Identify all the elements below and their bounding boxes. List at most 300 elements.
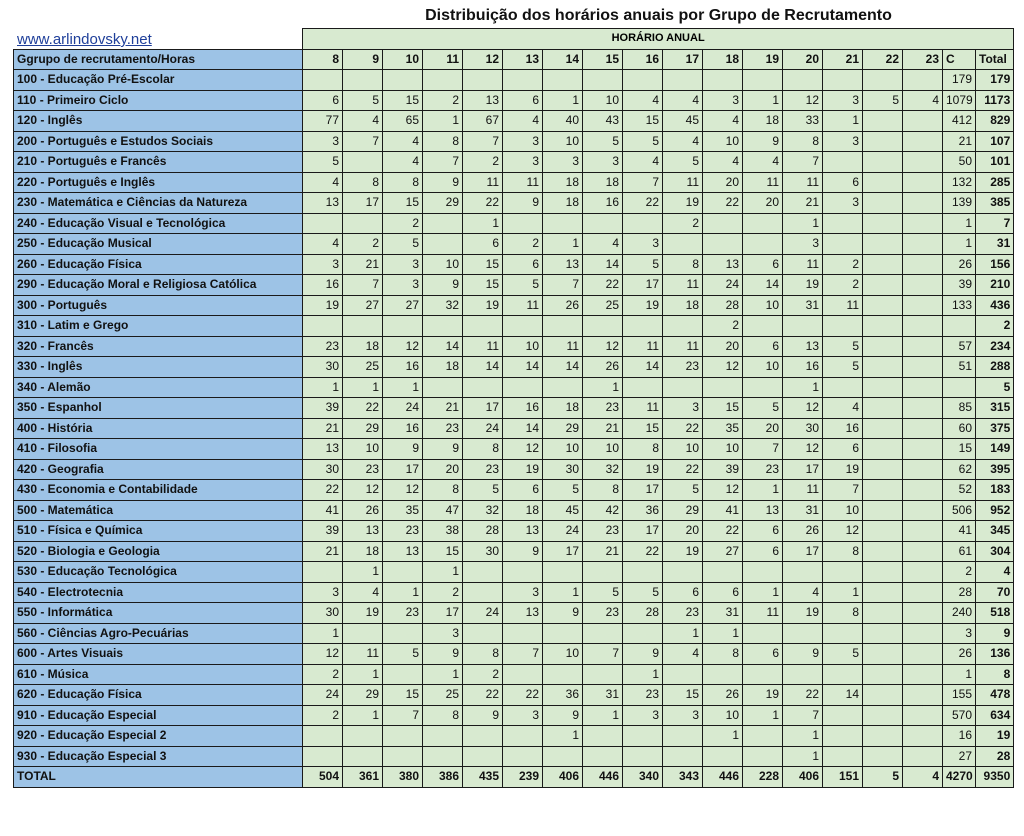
row-label: 910 - Educação Especial [14,705,303,726]
header-spacer [14,29,303,50]
row-label: 930 - Educação Especial 3 [14,746,303,767]
table-cell: 16 [503,398,543,419]
table-cell: 9 [543,603,583,624]
table-row [14,357,1014,378]
table-cell: 12 [383,336,423,357]
row-total-cell: 31 [976,234,1014,255]
total-cell: 406 [543,767,583,788]
row-label: 560 - Ciências Agro-Pecuárias [14,623,303,644]
table-cell: 19 [783,603,823,624]
table-cell: 24 [463,603,503,624]
row-label: 200 - Português e Estudos Sociais [14,131,303,152]
table-cell [463,623,503,644]
table-cell: 11 [743,172,783,193]
table-cell: 17 [623,480,663,501]
table-cell [863,398,903,419]
table-cell: 12 [703,357,743,378]
table-cell [543,623,583,644]
table-cell: 1 [303,623,343,644]
table-cell: 5 [823,644,863,665]
table-cell: 10 [743,357,783,378]
row-label: 250 - Educação Musical [14,234,303,255]
table-cell: 1 [783,377,823,398]
table-cell: 7 [503,644,543,665]
table-cell: 10 [543,131,583,152]
table-cell [783,562,823,583]
table-cell: 6 [663,582,703,603]
table-cell [543,746,583,767]
table-cell: 10 [703,131,743,152]
table-cell [423,726,463,747]
table-cell [823,623,863,644]
table-row [14,685,1014,706]
table-cell: 7 [343,131,383,152]
table-cell: 23 [583,521,623,542]
table-cell: 45 [543,500,583,521]
table-cell [943,377,976,398]
table-cell: 4 [503,111,543,132]
table-cell: 12 [783,439,823,460]
table-cell [463,316,503,337]
table-cell [903,644,943,665]
table-cell: 22 [663,459,703,480]
table-cell [303,726,343,747]
table-cell: 8 [623,439,663,460]
table-cell: 4 [303,234,343,255]
table-cell: 4 [703,111,743,132]
table-cell: 7 [823,480,863,501]
total-cell: 228 [743,767,783,788]
table-cell [863,316,903,337]
table-cell: 1 [543,726,583,747]
table-cell [703,664,743,685]
table-cell: 28 [943,582,976,603]
table-cell: 1 [783,213,823,234]
table-cell: 21 [783,193,823,214]
row-label: 610 - Música [14,664,303,685]
table-cell: 2 [303,705,343,726]
table-cell: 17 [383,459,423,480]
table-cell: 26 [703,685,743,706]
total-cell: 406 [783,767,823,788]
table-cell [863,254,903,275]
table-row [14,377,1014,398]
table-cell: 30 [303,357,343,378]
table-cell: 32 [463,500,503,521]
table-cell: 1 [823,582,863,603]
table-cell [903,685,943,706]
table-cell [903,439,943,460]
row-label: 310 - Latim e Grego [14,316,303,337]
table-cell: 5 [743,398,783,419]
table-cell: 16 [943,726,976,747]
table-cell: 14 [423,336,463,357]
column-header-15: 15 [583,49,623,70]
table-cell [863,521,903,542]
page-title: Distribuição dos horários anuais por Grupo de Recrutamento [425,7,892,24]
row-total-cell: 518 [976,603,1014,624]
row-label: 100 - Educação Pré-Escolar [14,70,303,91]
table-cell [623,70,663,91]
table-cell [503,213,543,234]
table-cell: 27 [943,746,976,767]
table-cell: 3 [503,582,543,603]
table-cell: 41 [303,500,343,521]
row-total-cell: 5 [976,377,1014,398]
table-cell [903,70,943,91]
row-label: 230 - Matemática e Ciências da Natureza [14,193,303,214]
table-cell [863,213,903,234]
table-cell: 10 [503,336,543,357]
table-cell: 17 [783,541,823,562]
table-cell [623,316,663,337]
table-cell [463,562,503,583]
table-cell: 31 [583,685,623,706]
table-cell [903,603,943,624]
table-cell: 39 [943,275,976,296]
table-cell [903,131,943,152]
table-cell [903,623,943,644]
table-cell: 17 [623,275,663,296]
table-cell: 4 [383,131,423,152]
table-cell: 13 [303,439,343,460]
table-cell [503,70,543,91]
table-cell: 2 [703,316,743,337]
row-label: 210 - Português e Francês [14,152,303,173]
table-cell: 2 [463,152,503,173]
table-cell: 20 [663,521,703,542]
table-cell: 5 [583,582,623,603]
table-row [14,295,1014,316]
row-total-cell: 136 [976,644,1014,665]
table-cell: 14 [743,275,783,296]
table-cell: 15 [423,541,463,562]
row-label: 240 - Educação Visual e Tecnológica [14,213,303,234]
table-cell [863,664,903,685]
table-cell: 412 [943,111,976,132]
table-cell: 57 [943,336,976,357]
table-cell: 21 [583,418,623,439]
table-cell: 5 [383,234,423,255]
table-cell: 3 [303,131,343,152]
table-cell [903,541,943,562]
table-cell [503,746,543,767]
table-cell [343,70,383,91]
table-cell: 12 [783,90,823,111]
table-cell [583,213,623,234]
table-cell: 23 [743,459,783,480]
table-cell: 18 [543,172,583,193]
total-cell: 5 [863,767,903,788]
table-cell [863,111,903,132]
table-cell [863,726,903,747]
table-cell [863,234,903,255]
group-header: HORÁRIO ANUAL [303,29,1014,50]
table-cell: 2 [383,213,423,234]
table-cell: 23 [623,685,663,706]
table-cell: 2 [423,90,463,111]
table-cell [463,746,503,767]
table-cell: 26 [943,254,976,275]
table-cell [463,726,503,747]
table-cell [863,70,903,91]
table-cell: 1 [783,746,823,767]
table-cell: 45 [663,111,703,132]
row-label: 400 - História [14,418,303,439]
table-row [14,726,1014,747]
table-cell [743,746,783,767]
table-cell [863,541,903,562]
table-cell [663,562,703,583]
table-cell: 1 [343,562,383,583]
column-header-17: 17 [663,49,703,70]
table-row [14,541,1014,562]
table-cell [503,316,543,337]
table-cell: 23 [303,336,343,357]
table-cell: 11 [783,172,823,193]
table-cell: 7 [783,705,823,726]
table-cell: 18 [743,111,783,132]
row-label: 110 - Primeiro Ciclo [14,90,303,111]
table-cell: 8 [423,480,463,501]
table-cell: 1 [943,234,976,255]
table-cell [863,705,903,726]
table-cell: 23 [663,603,703,624]
table-cell [783,664,823,685]
table-cell [503,377,543,398]
table-row [14,193,1014,214]
table-cell: 21 [343,254,383,275]
table-cell: 8 [703,644,743,665]
total-cell: 343 [663,767,703,788]
table-cell [903,172,943,193]
table-cell: 11 [743,603,783,624]
table-cell: 19 [663,541,703,562]
table-row [14,746,1014,767]
table-cell: 62 [943,459,976,480]
row-label: 920 - Educação Especial 2 [14,726,303,747]
table-cell [783,70,823,91]
table-cell: 29 [423,193,463,214]
table-cell: 14 [503,357,543,378]
table-cell: 15 [623,418,663,439]
table-cell [623,746,663,767]
table-cell [863,172,903,193]
table-cell: 24 [463,418,503,439]
table-cell [343,316,383,337]
table-cell [743,664,783,685]
table-cell: 4 [623,90,663,111]
table-cell: 52 [943,480,976,501]
table-cell: 18 [503,500,543,521]
table-cell [623,726,663,747]
table-cell [583,316,623,337]
table-cell [823,705,863,726]
table-cell: 9 [503,193,543,214]
table-cell: 14 [543,357,583,378]
table-cell: 29 [343,418,383,439]
table-cell [743,726,783,747]
table-cell: 5 [623,582,663,603]
table-cell [903,254,943,275]
table-cell: 6 [703,582,743,603]
row-total-cell: 101 [976,152,1014,173]
table-cell [783,316,823,337]
table-cell: 10 [743,295,783,316]
table-cell: 18 [343,541,383,562]
table-cell [423,377,463,398]
row-total-cell: 28 [976,746,1014,767]
table-cell: 11 [663,172,703,193]
website-link[interactable]: www.arlindovsky.net [17,31,152,48]
table-cell: 18 [543,398,583,419]
table-cell: 60 [943,418,976,439]
table-cell [343,746,383,767]
table-cell [823,213,863,234]
table-cell [863,377,903,398]
table-cell [903,398,943,419]
table-cell: 3 [383,254,423,275]
row-label: 290 - Educação Moral e Religiosa Católica [14,275,303,296]
table-cell: 6 [743,644,783,665]
table-cell: 12 [503,439,543,460]
table-cell: 8 [783,131,823,152]
table-cell [383,664,423,685]
table-cell [903,316,943,337]
table-cell [903,459,943,480]
table-cell: 3 [503,131,543,152]
table-cell: 18 [543,193,583,214]
table-cell: 13 [303,193,343,214]
table-cell: 31 [783,295,823,316]
table-cell: 33 [783,111,823,132]
table-cell: 29 [343,685,383,706]
table-cell: 22 [583,275,623,296]
table-cell [583,70,623,91]
table-cell: 23 [383,603,423,624]
table-cell [583,562,623,583]
table-cell [383,316,423,337]
column-header-13: 13 [503,49,543,70]
table-cell: 5 [663,480,703,501]
table-cell: 22 [783,685,823,706]
table-cell: 18 [343,336,383,357]
table-cell: 19 [343,603,383,624]
row-total-cell: 288 [976,357,1014,378]
table-cell: 6 [743,541,783,562]
row-label: 430 - Economia e Contabilidade [14,480,303,501]
table-cell: 1 [343,664,383,685]
table-cell: 30 [303,459,343,480]
table-cell: 3 [303,254,343,275]
table-cell: 3 [663,705,703,726]
column-header-total: Total [976,49,1014,70]
table-cell: 21 [943,131,976,152]
table-cell: 5 [823,336,863,357]
table-cell: 9 [623,644,663,665]
table-cell [743,70,783,91]
table-cell: 27 [383,295,423,316]
table-cell: 2 [423,582,463,603]
table-cell: 8 [463,439,503,460]
row-total-cell: 436 [976,295,1014,316]
table-cell: 5 [503,275,543,296]
table-cell [623,377,663,398]
table-cell [343,213,383,234]
table-cell: 19 [623,295,663,316]
table-cell [383,562,423,583]
table-cell: 3 [663,398,703,419]
table-cell: 9 [423,172,463,193]
table-cell: 22 [303,480,343,501]
table-cell: 4 [703,152,743,173]
table-cell: 1 [743,582,783,603]
column-header-c: C [943,49,976,70]
row-total-cell: 395 [976,459,1014,480]
table-cell: 25 [343,357,383,378]
table-cell: 41 [943,521,976,542]
table-cell: 1 [783,726,823,747]
table-cell [903,521,943,542]
table-cell: 10 [583,439,623,460]
table-cell: 506 [943,500,976,521]
table-cell: 5 [583,131,623,152]
row-label: 510 - Física e Química [14,521,303,542]
row-total-cell: 149 [976,439,1014,460]
total-cell: 504 [303,767,343,788]
table-cell: 3 [503,705,543,726]
table-cell: 23 [583,398,623,419]
table-cell: 19 [463,295,503,316]
table-cell [543,377,583,398]
table-cell: 16 [383,357,423,378]
table-cell: 17 [423,603,463,624]
row-total-cell: 7 [976,213,1014,234]
table-cell [623,562,663,583]
row-label: 520 - Biologia e Geologia [14,541,303,562]
table-cell: 5 [663,152,703,173]
table-cell [903,193,943,214]
table-cell: 43 [583,111,623,132]
table-cell [903,111,943,132]
table-cell [823,70,863,91]
row-total-cell: 304 [976,541,1014,562]
table-cell [903,234,943,255]
total-cell: 435 [463,767,503,788]
table-cell: 1 [423,562,463,583]
table-cell: 155 [943,685,976,706]
table-cell: 22 [703,521,743,542]
table-cell: 1 [543,90,583,111]
table-cell: 10 [583,90,623,111]
distribution-table [13,28,1014,788]
table-cell [863,357,903,378]
table-cell: 28 [623,603,663,624]
column-header-19: 19 [743,49,783,70]
table-cell: 77 [303,111,343,132]
table-cell [543,70,583,91]
table-cell: 4 [583,234,623,255]
table-row [14,70,1014,91]
table-cell: 9 [423,439,463,460]
table-cell: 4 [343,582,383,603]
table-cell: 1 [823,111,863,132]
table-cell: 19 [503,459,543,480]
table-cell: 39 [703,459,743,480]
table-cell [903,480,943,501]
table-cell: 29 [543,418,583,439]
table-cell [943,316,976,337]
